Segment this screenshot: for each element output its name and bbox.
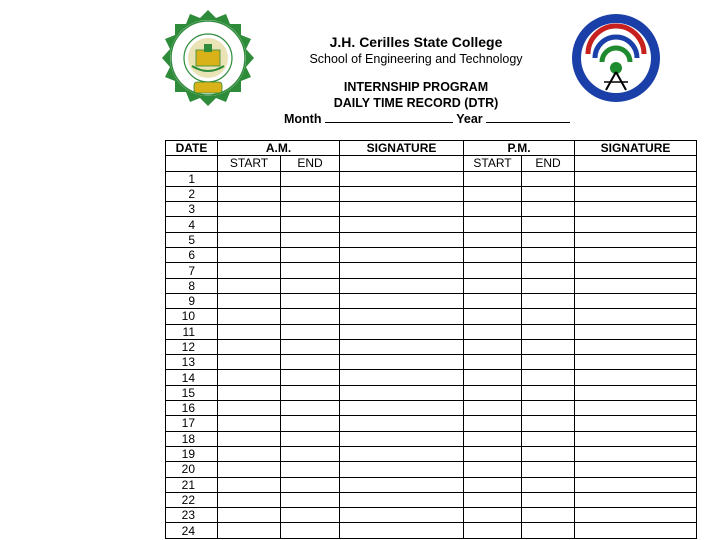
am-signature-cell[interactable]	[340, 370, 464, 385]
table-row	[166, 171, 697, 186]
am-signature-cell[interactable]	[340, 202, 464, 217]
pm-end-cell[interactable]	[522, 401, 575, 416]
pm-end-cell[interactable]	[522, 523, 575, 538]
am-signature-cell[interactable]	[340, 523, 464, 538]
am-signature-cell[interactable]	[340, 171, 464, 186]
date-cell: 8	[166, 278, 218, 293]
date-cell: 22	[166, 492, 218, 507]
pm-signature-cell[interactable]	[575, 309, 697, 324]
pm-signature-cell[interactable]	[575, 217, 697, 232]
pm-end-cell[interactable]	[522, 171, 575, 186]
month-year-line	[284, 111, 570, 126]
am-end-cell[interactable]	[281, 217, 340, 232]
pm-signature-cell[interactable]	[575, 355, 697, 370]
pm-end-cell[interactable]	[522, 477, 575, 492]
year-label: Year	[456, 112, 483, 126]
am-start-cell[interactable]	[218, 385, 281, 400]
am-signature-cell[interactable]	[340, 217, 464, 232]
am-end-cell[interactable]	[281, 171, 340, 186]
table-row	[166, 416, 697, 431]
pm-start-cell[interactable]	[464, 477, 522, 492]
table-row	[166, 462, 697, 477]
am-end-cell[interactable]	[281, 462, 340, 477]
am-signature-cell[interactable]	[340, 278, 464, 293]
date-cell: 15	[166, 385, 218, 400]
pm-signature-subheader-blank	[575, 156, 697, 171]
am-end-cell[interactable]	[281, 263, 340, 278]
am-end-cell[interactable]	[281, 401, 340, 416]
pm-end-cell[interactable]	[522, 232, 575, 247]
am-start-cell[interactable]	[218, 278, 281, 293]
am-start-cell[interactable]	[218, 217, 281, 232]
am-end-cell[interactable]	[281, 232, 340, 247]
am-signature-cell[interactable]	[340, 355, 464, 370]
am-signature-cell[interactable]	[340, 492, 464, 507]
pm-start-cell[interactable]	[464, 186, 522, 201]
am-signature-cell[interactable]	[340, 309, 464, 324]
date-cell: 18	[166, 431, 218, 446]
pm-signature-cell[interactable]	[575, 492, 697, 507]
pm-end-cell[interactable]	[522, 339, 575, 354]
pm-start-cell[interactable]	[464, 523, 522, 538]
month-blank[interactable]	[325, 111, 453, 123]
table-row	[166, 217, 697, 232]
pm-end-cell[interactable]	[522, 446, 575, 461]
am-end-cell[interactable]	[281, 186, 340, 201]
pm-end-cell[interactable]	[522, 309, 575, 324]
am-signature-cell[interactable]	[340, 431, 464, 446]
am-end-cell[interactable]	[281, 355, 340, 370]
am-signature-cell[interactable]	[340, 477, 464, 492]
pm-end-cell[interactable]	[522, 508, 575, 523]
am-start-cell[interactable]	[218, 232, 281, 247]
pm-signature-cell[interactable]	[575, 263, 697, 278]
am-signature-cell[interactable]	[340, 401, 464, 416]
am-start-cell[interactable]	[218, 492, 281, 507]
am-end-cell[interactable]	[281, 248, 340, 263]
am-signature-cell[interactable]	[340, 416, 464, 431]
pm-end-cell[interactable]	[522, 492, 575, 507]
am-end-cell[interactable]	[281, 324, 340, 339]
date-cell: 12	[166, 339, 218, 354]
am-start-header: START	[218, 156, 281, 171]
date-header: DATE	[166, 141, 218, 156]
pm-signature-cell[interactable]	[575, 385, 697, 400]
am-header: A.M.	[218, 141, 340, 156]
table-row	[166, 324, 697, 339]
date-cell: 20	[166, 462, 218, 477]
pm-signature-cell[interactable]	[575, 401, 697, 416]
date-cell: 19	[166, 446, 218, 461]
table-row	[166, 202, 697, 217]
am-start-cell[interactable]	[218, 446, 281, 461]
am-signature-cell[interactable]	[340, 385, 464, 400]
engineering-seal-logo	[570, 12, 662, 104]
table-header-row	[166, 141, 697, 156]
table-row	[166, 508, 697, 523]
am-signature-cell[interactable]	[340, 508, 464, 523]
month-label: Month	[284, 112, 322, 126]
am-start-cell[interactable]	[218, 477, 281, 492]
pm-end-cell[interactable]	[522, 355, 575, 370]
am-end-header: END	[281, 156, 340, 171]
am-end-cell[interactable]	[281, 339, 340, 354]
am-start-cell[interactable]	[218, 431, 281, 446]
pm-signature-cell[interactable]	[575, 293, 697, 308]
college-name: J.H. Cerilles State College	[329, 34, 503, 50]
pm-start-cell[interactable]	[464, 431, 522, 446]
pm-end-cell[interactable]	[522, 202, 575, 217]
am-end-cell[interactable]	[281, 523, 340, 538]
am-start-cell[interactable]	[218, 324, 281, 339]
pm-signature-cell[interactable]	[575, 324, 697, 339]
pm-end-cell[interactable]	[522, 248, 575, 263]
table-row	[166, 355, 697, 370]
pm-signature-cell[interactable]	[575, 508, 697, 523]
pm-start-cell[interactable]	[464, 446, 522, 461]
am-signature-cell[interactable]	[340, 186, 464, 201]
pm-signature-cell[interactable]	[575, 446, 697, 461]
pm-end-cell[interactable]	[522, 263, 575, 278]
pm-end-cell[interactable]	[522, 385, 575, 400]
pm-signature-cell[interactable]	[575, 186, 697, 201]
am-end-cell[interactable]	[281, 446, 340, 461]
pm-end-cell[interactable]	[522, 416, 575, 431]
am-end-cell[interactable]	[281, 477, 340, 492]
pm-start-cell[interactable]	[464, 171, 522, 186]
table-row	[166, 248, 697, 263]
am-start-cell[interactable]	[218, 309, 281, 324]
pm-signature-cell[interactable]	[575, 232, 697, 247]
table-row	[166, 309, 697, 324]
pm-start-cell[interactable]	[464, 217, 522, 232]
am-end-cell[interactable]	[281, 293, 340, 308]
table-row	[166, 477, 697, 492]
am-start-cell[interactable]	[218, 263, 281, 278]
pm-start-cell[interactable]	[464, 293, 522, 308]
program-title: INTERNSHIP PROGRAM	[343, 80, 489, 94]
table-row	[166, 385, 697, 400]
am-end-cell[interactable]	[281, 431, 340, 446]
pm-end-cell[interactable]	[522, 186, 575, 201]
am-start-cell[interactable]	[218, 462, 281, 477]
table-row	[166, 431, 697, 446]
date-cell: 21	[166, 477, 218, 492]
pm-signature-cell[interactable]	[575, 339, 697, 354]
am-start-cell[interactable]	[218, 186, 281, 201]
pm-start-cell[interactable]	[464, 370, 522, 385]
pm-end-cell[interactable]	[522, 370, 575, 385]
table-row	[166, 523, 697, 538]
pm-signature-cell[interactable]	[575, 248, 697, 263]
date-cell: 24	[166, 523, 218, 538]
pm-start-cell[interactable]	[464, 385, 522, 400]
am-start-cell[interactable]	[218, 248, 281, 263]
am-end-cell[interactable]	[281, 370, 340, 385]
am-start-cell[interactable]	[218, 355, 281, 370]
am-start-cell[interactable]	[218, 523, 281, 538]
table-row	[166, 293, 697, 308]
pm-end-cell[interactable]	[522, 431, 575, 446]
pm-end-cell[interactable]	[522, 462, 575, 477]
school-name: School of Engineering and Technology	[309, 52, 523, 66]
pm-end-cell[interactable]	[522, 324, 575, 339]
am-end-cell[interactable]	[281, 416, 340, 431]
table-subheader-row	[166, 156, 697, 171]
am-signature-cell[interactable]	[340, 248, 464, 263]
pm-start-cell[interactable]	[464, 263, 522, 278]
date-cell: 16	[166, 401, 218, 416]
pm-signature-cell[interactable]	[575, 462, 697, 477]
date-subheader-blank	[166, 156, 218, 171]
pm-end-cell[interactable]	[522, 293, 575, 308]
pm-signature-cell[interactable]	[575, 416, 697, 431]
pm-start-cell[interactable]	[464, 324, 522, 339]
date-cell: 23	[166, 508, 218, 523]
am-signature-cell[interactable]	[340, 232, 464, 247]
date-cell: 17	[166, 416, 218, 431]
am-start-cell[interactable]	[218, 416, 281, 431]
date-cell: 6	[166, 248, 218, 263]
am-end-cell[interactable]	[281, 492, 340, 507]
table-row	[166, 278, 697, 293]
date-cell: 11	[166, 324, 218, 339]
am-start-cell[interactable]	[218, 171, 281, 186]
pm-start-header: START	[464, 156, 522, 171]
date-cell: 7	[166, 263, 218, 278]
table-row	[166, 370, 697, 385]
am-start-cell[interactable]	[218, 202, 281, 217]
am-signature-cell[interactable]	[340, 293, 464, 308]
am-start-cell[interactable]	[218, 339, 281, 354]
pm-start-cell[interactable]	[464, 278, 522, 293]
date-cell: 2	[166, 186, 218, 201]
am-start-cell[interactable]	[218, 293, 281, 308]
pm-signature-header: SIGNATURE	[575, 141, 697, 156]
pm-signature-cell[interactable]	[575, 202, 697, 217]
table-row	[166, 263, 697, 278]
college-seal-logo	[160, 10, 256, 106]
am-end-cell[interactable]	[281, 309, 340, 324]
am-signature-cell[interactable]	[340, 462, 464, 477]
date-cell: 3	[166, 202, 218, 217]
pm-end-cell[interactable]	[522, 217, 575, 232]
am-end-cell[interactable]	[281, 385, 340, 400]
pm-start-cell[interactable]	[464, 339, 522, 354]
date-cell: 14	[166, 370, 218, 385]
am-start-cell[interactable]	[218, 401, 281, 416]
date-cell: 5	[166, 232, 218, 247]
table-row	[166, 492, 697, 507]
pm-signature-cell[interactable]	[575, 370, 697, 385]
table-row	[166, 446, 697, 461]
am-end-cell[interactable]	[281, 508, 340, 523]
date-cell: 4	[166, 217, 218, 232]
pm-start-cell[interactable]	[464, 401, 522, 416]
am-signature-cell[interactable]	[340, 324, 464, 339]
table-row	[166, 186, 697, 201]
am-start-cell[interactable]	[218, 508, 281, 523]
pm-start-cell[interactable]	[464, 355, 522, 370]
pm-start-cell[interactable]	[464, 416, 522, 431]
am-signature-subheader-blank	[340, 156, 464, 171]
pm-end-header: END	[522, 156, 575, 171]
pm-start-cell[interactable]	[464, 462, 522, 477]
record-title: DAILY TIME RECORD (DTR)	[333, 96, 499, 110]
pm-signature-cell[interactable]	[575, 171, 697, 186]
pm-header: P.M.	[464, 141, 575, 156]
pm-start-cell[interactable]	[464, 492, 522, 507]
pm-start-cell[interactable]	[464, 508, 522, 523]
dtr-table	[165, 140, 697, 539]
pm-end-cell[interactable]	[522, 278, 575, 293]
pm-signature-cell[interactable]	[575, 523, 697, 538]
am-signature-cell[interactable]	[340, 339, 464, 354]
am-signature-cell[interactable]	[340, 263, 464, 278]
pm-start-cell[interactable]	[464, 309, 522, 324]
date-cell: 13	[166, 355, 218, 370]
am-end-cell[interactable]	[281, 278, 340, 293]
pm-start-cell[interactable]	[464, 232, 522, 247]
pm-start-cell[interactable]	[464, 248, 522, 263]
pm-signature-cell[interactable]	[575, 431, 697, 446]
table-row	[166, 232, 697, 247]
pm-signature-cell[interactable]	[575, 278, 697, 293]
year-blank[interactable]	[486, 111, 570, 123]
table-row	[166, 401, 697, 416]
date-cell: 1	[166, 171, 218, 186]
pm-start-cell[interactable]	[464, 202, 522, 217]
am-signature-cell[interactable]	[340, 446, 464, 461]
am-end-cell[interactable]	[281, 202, 340, 217]
date-cell: 9	[166, 293, 218, 308]
am-signature-header: SIGNATURE	[340, 141, 464, 156]
am-start-cell[interactable]	[218, 370, 281, 385]
table-row	[166, 339, 697, 354]
pm-signature-cell[interactable]	[575, 477, 697, 492]
date-cell: 10	[166, 309, 218, 324]
